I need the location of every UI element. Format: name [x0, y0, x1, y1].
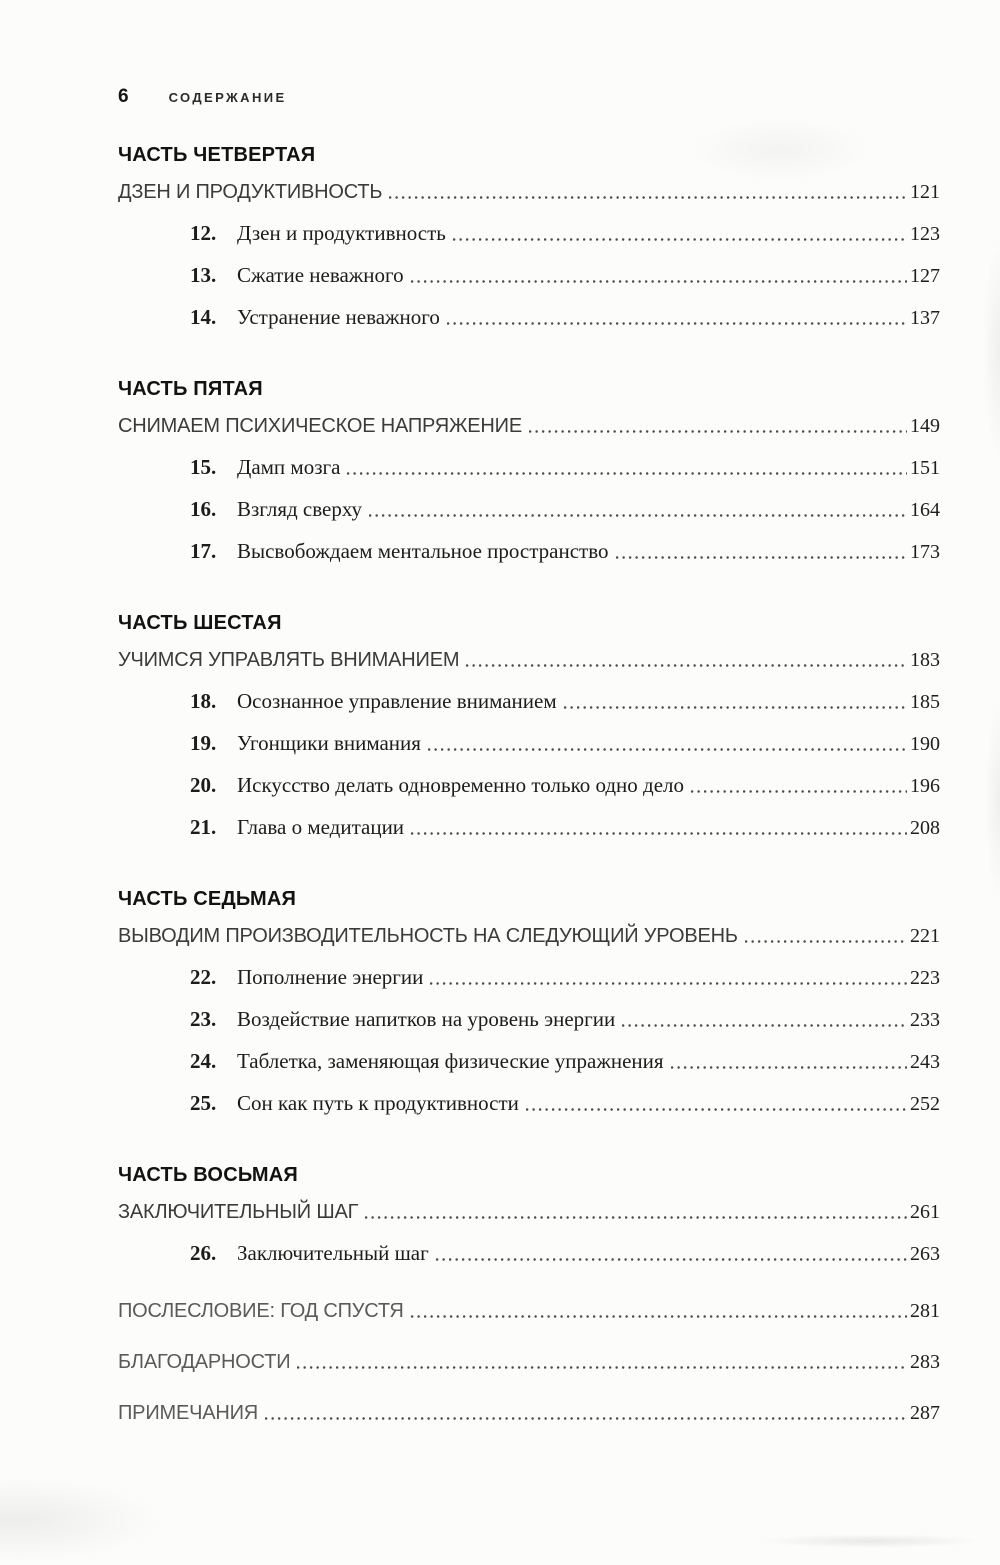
back-matter-title: ПРИМЕЧАНИЯ — [118, 1402, 259, 1424]
part-heading: ЧАСТЬ ЧЕТВЕРТАЯ — [118, 144, 316, 166]
toc-section-part-6 — [118, 612, 940, 840]
chapter-title: Угонщики внимания — [237, 731, 421, 755]
toc-chapter-row — [190, 815, 940, 840]
dot-leader — [691, 790, 907, 793]
back-matter-title: БЛАГОДАРНОСТИ — [118, 1351, 291, 1373]
chapter-title: Сон как путь к продуктивности — [237, 1091, 519, 1115]
running-head-title: СОДЕРЖАНИЕ — [168, 90, 287, 105]
chapter-number: 19. — [190, 731, 217, 755]
toc-part-title: ВЫВОДИМ ПРОИЗВОДИТЕЛЬНОСТЬ НА СЛЕДУЮЩИЙ УРОВЕНЬ — [118, 925, 738, 947]
toc-page-number: 261 — [910, 1201, 940, 1223]
toc-part-title: СНИМАЕМ ПСИХИЧЕСКОЕ НАПРЯЖЕНИЕ — [118, 415, 522, 437]
back-matter-row — [118, 1351, 940, 1374]
toc-page-number: 121 — [910, 181, 940, 203]
chapter-number: 16. — [190, 497, 217, 521]
chapter-title: Устранение неважного — [237, 305, 440, 329]
dot-leader — [265, 1417, 907, 1420]
toc-part-title-row — [118, 925, 940, 948]
back-matter-title: ПОСЛЕСЛОВИЕ: ГОД СПУСТЯ — [118, 1300, 404, 1322]
toc-page-number: 281 — [910, 1300, 940, 1322]
part-heading: ЧАСТЬ ПЯТАЯ — [118, 378, 263, 400]
chapter-number: 15. — [190, 455, 217, 479]
dot-leader — [529, 430, 907, 433]
toc-page-number: 190 — [910, 733, 940, 755]
back-matter-row — [118, 1300, 940, 1323]
dot-leader — [622, 1024, 907, 1027]
dot-leader — [745, 940, 907, 943]
toc-chapter-row — [190, 731, 940, 756]
chapter-title: Глава о медитации — [237, 815, 405, 839]
toc-page-number: 123 — [910, 223, 940, 245]
toc-part-title: УЧИМСЯ УПРАВЛЯТЬ ВНИМАНИЕМ — [118, 649, 460, 671]
dot-leader — [436, 1258, 907, 1261]
toc-page-number: 196 — [910, 775, 940, 797]
toc-page-number: 137 — [910, 307, 940, 329]
toc-page-number: 233 — [910, 1009, 940, 1031]
toc-part-title-row — [118, 415, 940, 438]
toc-chapter-row — [190, 497, 940, 522]
chapter-title: Пополнение энергии — [237, 965, 424, 989]
toc-chapter-row — [190, 455, 940, 480]
toc-chapter-row — [190, 221, 940, 246]
chapter-title: Дзен и продуктивность — [237, 221, 446, 245]
toc-part-title: ДЗЕН И ПРОДУКТИВНОСТЬ — [118, 181, 383, 203]
dot-leader — [369, 514, 907, 517]
toc-chapter-row — [190, 965, 940, 990]
toc-chapter-row — [190, 1049, 940, 1074]
toc-page-number: 243 — [910, 1051, 940, 1073]
chapter-number: 20. — [190, 773, 217, 797]
dot-leader — [347, 472, 907, 475]
dot-leader — [616, 556, 908, 559]
toc-section-part-4 — [118, 144, 940, 330]
toc-page-number: 263 — [910, 1243, 940, 1265]
toc-chapter-row — [190, 1007, 940, 1032]
chapter-number: 12. — [190, 221, 217, 245]
toc-part-title-row — [118, 649, 940, 672]
part-heading: ЧАСТЬ ШЕСТАЯ — [118, 612, 282, 634]
toc-chapter-row — [190, 689, 940, 714]
toc-part-title-row — [118, 181, 940, 204]
dot-leader — [365, 1216, 907, 1219]
toc-page-number: 164 — [910, 499, 940, 521]
toc-page-number: 221 — [910, 925, 940, 947]
toc-page-number: 127 — [910, 265, 940, 287]
dot-leader — [428, 748, 907, 751]
back-matter — [118, 1300, 940, 1425]
part-heading: ЧАСТЬ СЕДЬМАЯ — [118, 888, 297, 910]
toc-chapter-row — [190, 539, 940, 564]
chapter-number: 17. — [190, 539, 217, 563]
toc-part-title-row — [118, 1201, 940, 1224]
toc-page-number: 287 — [910, 1402, 940, 1424]
chapter-title: Воздействие напитков на уровень энергии — [237, 1007, 616, 1031]
chapter-title: Сжатие неважного — [237, 263, 404, 287]
chapter-number: 18. — [190, 689, 217, 713]
chapter-number: 14. — [190, 305, 217, 329]
dot-leader — [671, 1066, 907, 1069]
dot-leader — [564, 706, 907, 709]
chapter-number: 22. — [190, 965, 217, 989]
toc-part-title: ЗАКЛЮЧИТЕЛЬНЫЙ ШАГ — [118, 1201, 359, 1223]
chapter-number: 25. — [190, 1091, 217, 1115]
dot-leader — [411, 1315, 907, 1318]
toc-page-number: 183 — [910, 649, 940, 671]
folio-page-number: 6 — [118, 86, 129, 107]
toc-page-number: 208 — [910, 817, 940, 839]
chapter-title: Взгляд сверху — [237, 497, 363, 521]
chapter-number: 24. — [190, 1049, 217, 1073]
toc-page-number: 151 — [910, 457, 940, 479]
dot-leader — [447, 322, 907, 325]
chapter-number: 21. — [190, 815, 217, 839]
dot-leader — [430, 982, 907, 985]
toc-page-number: 223 — [910, 967, 940, 989]
toc-page-number: 283 — [910, 1351, 940, 1373]
toc-page-number: 173 — [910, 541, 940, 563]
chapter-title: Дамп мозга — [237, 455, 341, 479]
dot-leader — [389, 196, 907, 199]
chapter-title: Искусство делать одновременно только одно дело — [237, 773, 685, 797]
chapter-title: Высвобождаем ментальное пространство — [237, 539, 609, 563]
toc-section-part-5 — [118, 378, 940, 564]
dot-leader — [526, 1108, 907, 1111]
chapter-title: Осознанное управление вниманием — [237, 689, 557, 713]
chapter-number: 13. — [190, 263, 217, 287]
chapter-number: 26. — [190, 1241, 217, 1265]
toc-chapter-row — [190, 305, 940, 330]
dot-leader — [411, 832, 907, 835]
toc-section-part-8 — [118, 1164, 940, 1266]
running-header — [118, 86, 940, 108]
dot-leader — [466, 664, 907, 667]
toc-page-number: 252 — [910, 1093, 940, 1115]
back-matter-row — [118, 1402, 940, 1425]
toc-page-number: 185 — [910, 691, 940, 713]
chapter-title: Заключительный шаг — [237, 1241, 429, 1265]
toc-page-number: 149 — [910, 415, 940, 437]
dot-leader — [297, 1366, 907, 1369]
chapter-title: Таблетка, заменяющая физические упражнения — [237, 1049, 664, 1073]
dot-leader — [411, 280, 907, 283]
chapter-number: 23. — [190, 1007, 217, 1031]
toc-section-part-7 — [118, 888, 940, 1116]
toc-chapter-row — [190, 1091, 940, 1116]
toc-chapter-row — [190, 773, 940, 798]
toc-chapter-row — [190, 263, 940, 288]
toc-chapter-row — [190, 1241, 940, 1266]
part-heading: ЧАСТЬ ВОСЬМАЯ — [118, 1164, 298, 1186]
dot-leader — [453, 238, 907, 241]
